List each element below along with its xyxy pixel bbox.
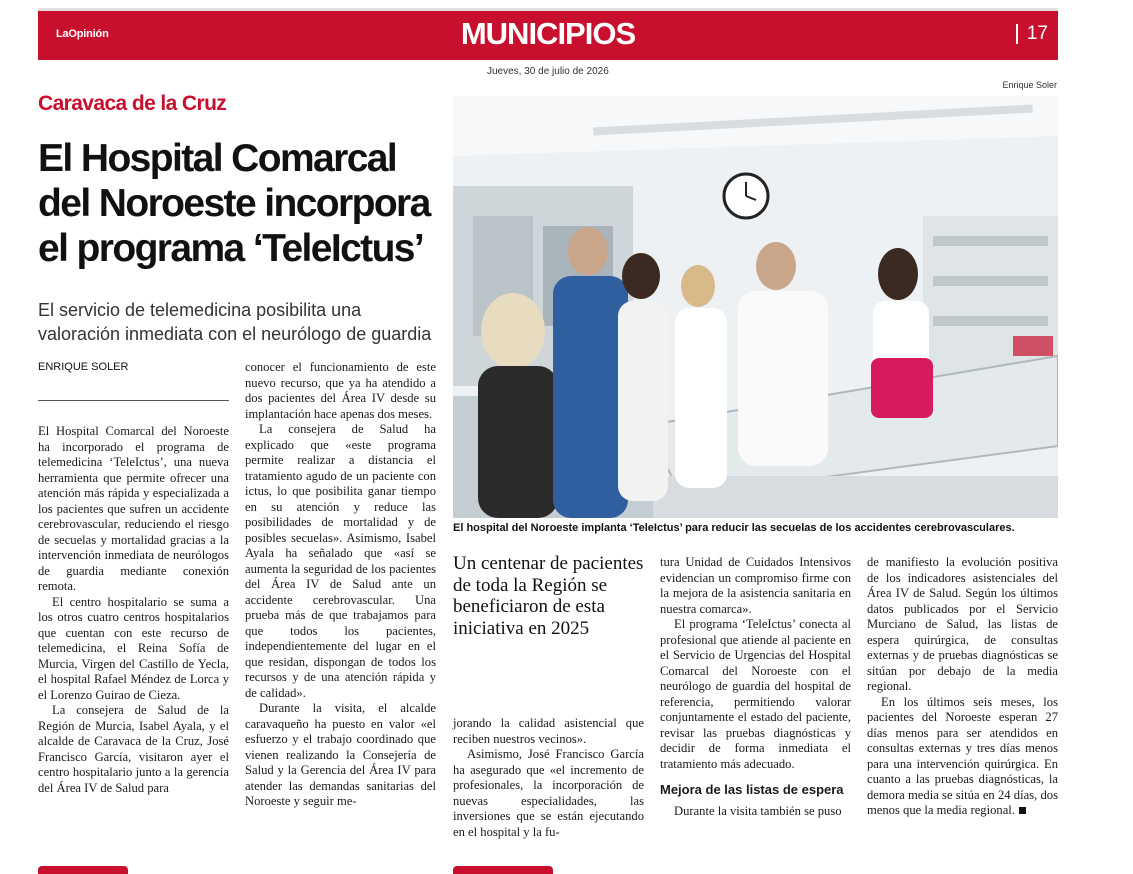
- article-column-4: [660, 555, 851, 819]
- issue-date: Jueves, 30 de julio de 2026: [487, 66, 609, 77]
- paragraph: Durante la visita, el alcalde caravaqueño ha puesto en valor «el esfuerzo y el trabajo coordinado que vienen realizando la Consejería de Salud y la Gerencia del Área IV para atender las demandas sanitarias del Noroeste y seguir me-: [245, 701, 436, 808]
- paragraph: de manifiesto la evolución positiva de los indicadores asistenciales del Área IV de Salud. Según los últimos datos publicados por el Servicio Murciano de Salud, las listas de espera quirúrgica, de consultas externas y de pruebas diagnósticas se sitúan por debajo de la media regional.: [867, 555, 1058, 693]
- section-header-bar: [38, 8, 1058, 60]
- photo-credit: Enrique Soler: [1002, 80, 1057, 90]
- headline-line: el programa ‘TeleIctus’: [38, 227, 424, 270]
- end-of-article-mark: [1019, 807, 1026, 814]
- article-column-2: [245, 360, 436, 810]
- pull-quote: Un centenar de pacientes de toda la Región se beneficiaron de esta iniciativa en 2025: [453, 553, 644, 639]
- paragraph-text: En los últimos seis meses, los pacientes del Noroeste esperan 27 días menos para ser atendidos en consultas externas y tres días menos para una intervención quirúrgica. En cuanto a las pruebas diagnósticas, la demora media se sitúa en 24 días, dos menos que la media regional.: [867, 694, 1058, 817]
- section-title: MUNICIPIOS: [460, 16, 636, 51]
- headline-line: El Hospital Comarcal: [38, 137, 397, 180]
- byline-divider: [38, 400, 229, 401]
- article-byline: ENRIQUE SOLER: [38, 361, 129, 373]
- headline-line: del Noroeste incorpora: [38, 182, 430, 225]
- photo-caption: El hospital del Noroeste implanta ‘TeleIctus’ para reducir las secuelas de los accidentes cerebrovasculares.: [453, 522, 1015, 534]
- article-column-5: [867, 555, 1058, 819]
- article-column-3: [453, 716, 644, 840]
- paragraph: La consejera de Salud de la Región de Murcia, Isabel Ayala, y el alcalde de Caravaca de la Cruz, José Francisco García, visitaron ayer el centro hospitalario junto a la gerencia del Área IV de Salud para: [38, 703, 229, 795]
- next-article-teaser-cutoff: [38, 866, 1058, 874]
- paragraph: La consejera de Salud ha explicado que «este programa permite realizar a distancia el tratamiento agudo de un paciente con ictus, lo que posibilita ganar tiempo en su atención y reduce las posibilidades de mortalidad y de posibles secuelas». Asimismo, Isabel Ayala ha señalado que «así se aumenta la seguridad de los pacientes del Área IV de Salud ante un accidente cerebrovascular. Una prueba más de que trabajamos para que todos los pacientes, independientemente del lugar en el que residan, dispongan de todos los recursos y de una atención rápida y de calidad».: [245, 422, 436, 700]
- article-standfirst: El servicio de telemedicina posibilita una valoración inmediata con el neurólogo de guardia: [38, 300, 432, 344]
- article-headline: [38, 136, 448, 271]
- paragraph: El programa ‘TeleIctus’ conecta al profesional que atiende al paciente en el Servicio de Urgencias del Hospital Comarcal del Noroeste con el neurólogo de guardia del hospital de referencia, permitiendo valorar conjuntamente el estado del paciente, revisar las pruebas diagnósticas y decidir de forma inmediata el tratamiento más adecuado.: [660, 617, 851, 771]
- paragraph: jorando la calidad asistencial que reciben nuestros vecinos».: [453, 716, 644, 746]
- paragraph: conocer el funcionamiento de este nuevo recurso, que ya ha atendido a dos pacientes del Área IV desde su implantación hace apenas dos meses.: [245, 360, 436, 421]
- paragraph: El centro hospitalario se suma a los otros cuatro centros hospitalarios que cuentan con este recurso de telemedicina, el Reina Sofía de Murcia, Virgen del Castillo de Yecla, el hospital Rafael Méndez de Lorca y el Lorenzo Guirao de Cieza.: [38, 594, 229, 702]
- paragraph: El Hospital Comarcal del Noroeste ha incorporado el programa de telemedicina ‘TeleIctus’, una nueva herramienta que permite ofrecer una atención más rápida y especializada a los pacientes que sufren un accidente cerebrovascular, reduciendo el riesgo de secuelas y mortalidad gracias a la intervención inmediata de neurólogos de guardia mediante conexión remota.: [38, 424, 229, 593]
- hospital-room-photo: [453, 96, 1058, 518]
- article-subhead: Mejora de las listas de espera: [660, 782, 844, 797]
- article-column-1: [38, 424, 229, 796]
- paragraph: tura Unidad de Cuidados Intensivos evidencian un compromiso firme con la mejora de la asistencia sanitaria en nuestra comarca».: [660, 555, 851, 616]
- paragraph: Asimismo, José Francisco García ha asegurado que «el incremento de profesionales, la incorporación de nuevas especialidades, las inversiones que se están ejecutando en el hospital y la fu-: [453, 747, 644, 839]
- page-number: 17: [1016, 24, 1048, 44]
- newspaper-brand: LaOpinión: [56, 28, 109, 40]
- article-photo: [453, 96, 1058, 518]
- paragraph: [867, 695, 1058, 819]
- article-kicker: Caravaca de la Cruz: [38, 92, 227, 115]
- paragraph: Durante la visita también se puso: [674, 803, 842, 818]
